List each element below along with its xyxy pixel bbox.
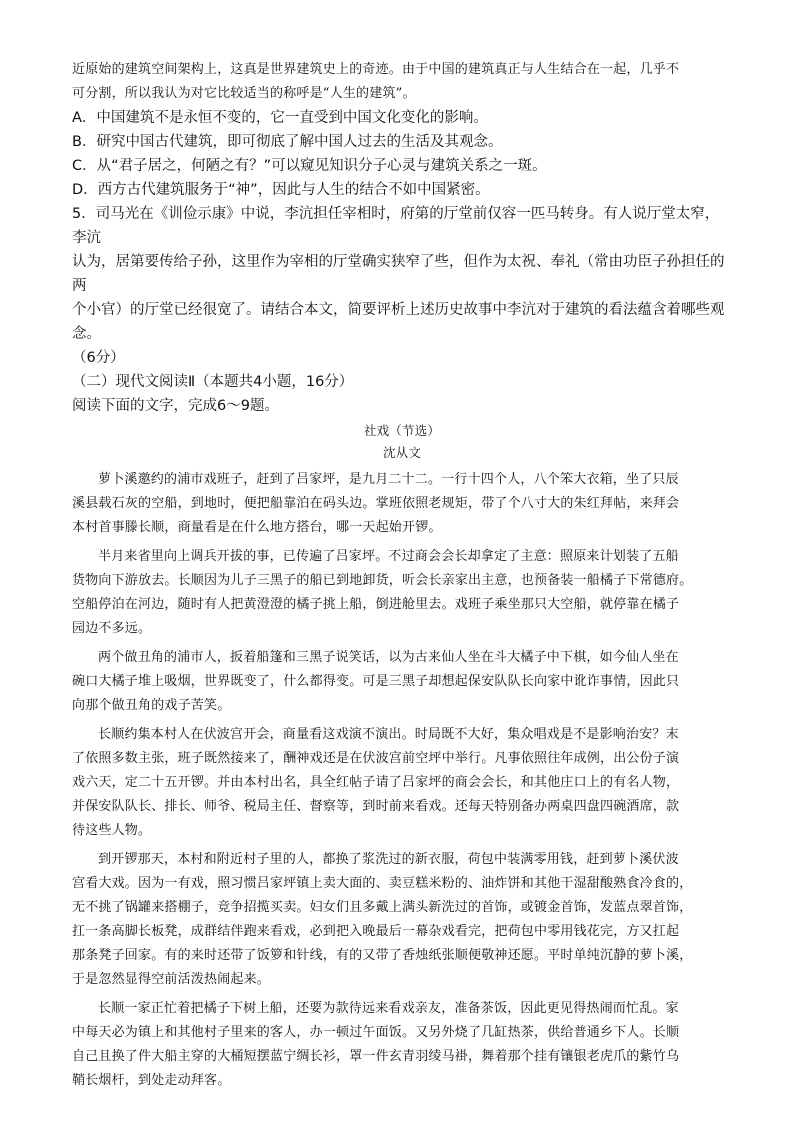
story-paragraph (72, 468, 732, 540)
story-paragraph (72, 848, 732, 992)
text-line: 碗口大橘子堆上吸烟，世界既变了，什么都得变。可是三黑子却想起保安队队长向家中讹诈事情，因此只 (72, 674, 680, 689)
text-line: 近原始的建筑空间架构上，这真是世界建筑史上的奇迹。由于中国的建筑真正与人生结合在一起，几乎不 (72, 62, 680, 77)
section-2 (72, 370, 732, 418)
section-instruction: 阅读下面的文字，完成6～9题。 (72, 398, 279, 414)
option-a: A．中国建筑不是永恒不变的，它一直受到中国文化变化的影响。 (72, 110, 488, 126)
text-line: 中每天必为镇上和其他村子里来的客人，办一顿过午面饭。又另外烧了几缸热茶，供给普通乡下人。长顺 (72, 1025, 680, 1040)
text-line: 扛一条高脚长板凳，成群结伴跑来看戏，必到把入晚最后一幕杂戏看完，把荷包中零用钱花完，方又扛起 (72, 924, 680, 939)
question-points: （6分） (72, 350, 125, 366)
document-page (72, 58, 732, 1098)
text-line: 园边不多远。 (72, 621, 152, 636)
story-title: 社戏（节选） (363, 423, 441, 438)
question-line: 5．司马光在《训俭示康》中说，李沆担任宰相时，府第的厅堂前仅容一匹马转身。有人说厅堂太窄，李沆 (72, 206, 720, 246)
text-line: 向那个做丑角的戏子苦笑。 (72, 698, 231, 713)
text-line: 那条凳子回家。有的来时还带了饭箩和针线，有的又带了香烛纸张顺便敬神还愿。平时单纯沉静的萝卜溪， (72, 948, 693, 963)
text-line: 待这些人物。 (72, 823, 152, 838)
text-line: 空船停泊在河边，随时有人把黄澄澄的橘子挑上船，倒进舱里去。戏班子乘坐那只大空船，就停靠在橘子 (72, 597, 680, 612)
text-line: 无不挑了锅罐来搭棚子，竞争招揽买卖。妇女们且多戴上满头新洗过的首饰，或镀金首饰，发蓝点翠首饰， (72, 900, 693, 915)
story-paragraph (72, 723, 732, 843)
text-line: 鞘长烟杆，到处走动拜客。 (72, 1073, 231, 1088)
text-line: 到开锣那天，本村和附近村子里的人，都换了浆洗过的新衣服，荷包中装满零用钱，赶到萝卜溪伏波 (98, 852, 679, 867)
text-line: 萝卜溪邀约的浦市戏班子，赶到了吕家坪，是九月二十二。一行十四个人，八个笨大衣箱，坐了只辰 (98, 472, 679, 487)
question-line: 个小官）的厅堂已经很宽了。请结合本文，简要评析上述历史故事中李沆对于建筑的看法蕴含着哪些观念。 (72, 302, 725, 342)
story-body (72, 468, 732, 1093)
text-line: 货物向下游放去。长顺因为儿子三黑子的船已到地卸货，听会长亲家出主意，也预备装一船橘子下常德府。 (72, 573, 693, 588)
text-line: 长顺约集本村人在伏波宫开会，商量看这戏演不演出。时局既不大好，集众唱戏是不是影响治安？末 (98, 727, 679, 742)
text-line: 长顺一家正忙着把橘子下树上船，还要为款待远来看戏亲友，准备茶饭，因此更见得热闹而忙乱。家 (98, 1001, 679, 1016)
text-line: 自己且换了件大船主穿的大桶短摆蓝宁绸长衫，罩一件玄青羽绫马褂，舞着那个挂有镶银老虎爪的紫竹乌 (72, 1049, 680, 1064)
text-line: 本村首事滕长顺，商量看是在什么地方搭台，哪一天起始开锣。 (72, 520, 442, 535)
question-line: 认为，居第要传给子孙，这里作为宰相的厅堂确实狭窄了些，但作为太祝、奉礼（常由功臣子孙担任的两 (72, 254, 725, 294)
text-line: 了依照多数主张，班子既然接来了，酬神戏还是在伏波宫前空坪中举行。凡事依照往年成例，出公份子演 (72, 751, 680, 766)
text-line: 宫看大戏。因为一有戏，照习惯吕家坪镇上卖大面的、卖豆糕米粉的、油炸饼和其他干湿甜酸熟食冷食的， (72, 876, 693, 891)
text-line: 于是忽然显得空前活泼热闹起来。 (72, 972, 271, 987)
section-heading: （二）现代文阅读Ⅱ（本题共4小题，16分） (72, 374, 354, 390)
option-d: D．西方古代建筑服务于“神”，因此与人生的结合不如中国紧密。 (72, 182, 490, 198)
option-b: B．研究中国古代建筑，即可彻底了解中国人过去的生活及其观念。 (72, 134, 503, 150)
question-5 (72, 202, 732, 370)
text-line: 溪县载石灰的空船，到地时，便把船靠泊在码头边。掌班依照老规矩，带了个八寸大的朱红拜帖，来拜会 (72, 496, 680, 511)
answer-options (72, 106, 732, 202)
story-paragraph (72, 646, 732, 718)
option-c: C．从“君子居之，何陋之有？”可以窥见知识分子心灵与建筑关系之一斑。 (72, 158, 547, 174)
story-paragraph (72, 997, 732, 1093)
story-author: 沈从文 (382, 445, 422, 460)
passage-end (72, 58, 732, 106)
story-paragraph (72, 545, 732, 641)
text-line: 戏六天，定二十五开锣。并由本村出名，具全红帖子请了吕家坪的商会会长，和其他庄口上的有名人物， (72, 775, 680, 790)
text-line: 半月来省里向上调兵开拔的事，已传遍了吕家坪。不过商会会长却拿定了主意：照原来计划装了五船 (98, 549, 679, 564)
text-line: 可分割，所以我认为对它比较适当的称呼是“人生的建筑”。 (72, 86, 416, 101)
text-line: 并保安队队长、排长、师爷、税局主任、督察等，到时前来看戏。还每天特别备办两桌四盘四碗酒席，款 (72, 799, 680, 814)
text-line: 两个做丑角的浦市人，扳着船篷和三黑子说笑话，以为古来仙人坐在斗大橘子中下棋，如今仙人坐在 (98, 650, 679, 665)
